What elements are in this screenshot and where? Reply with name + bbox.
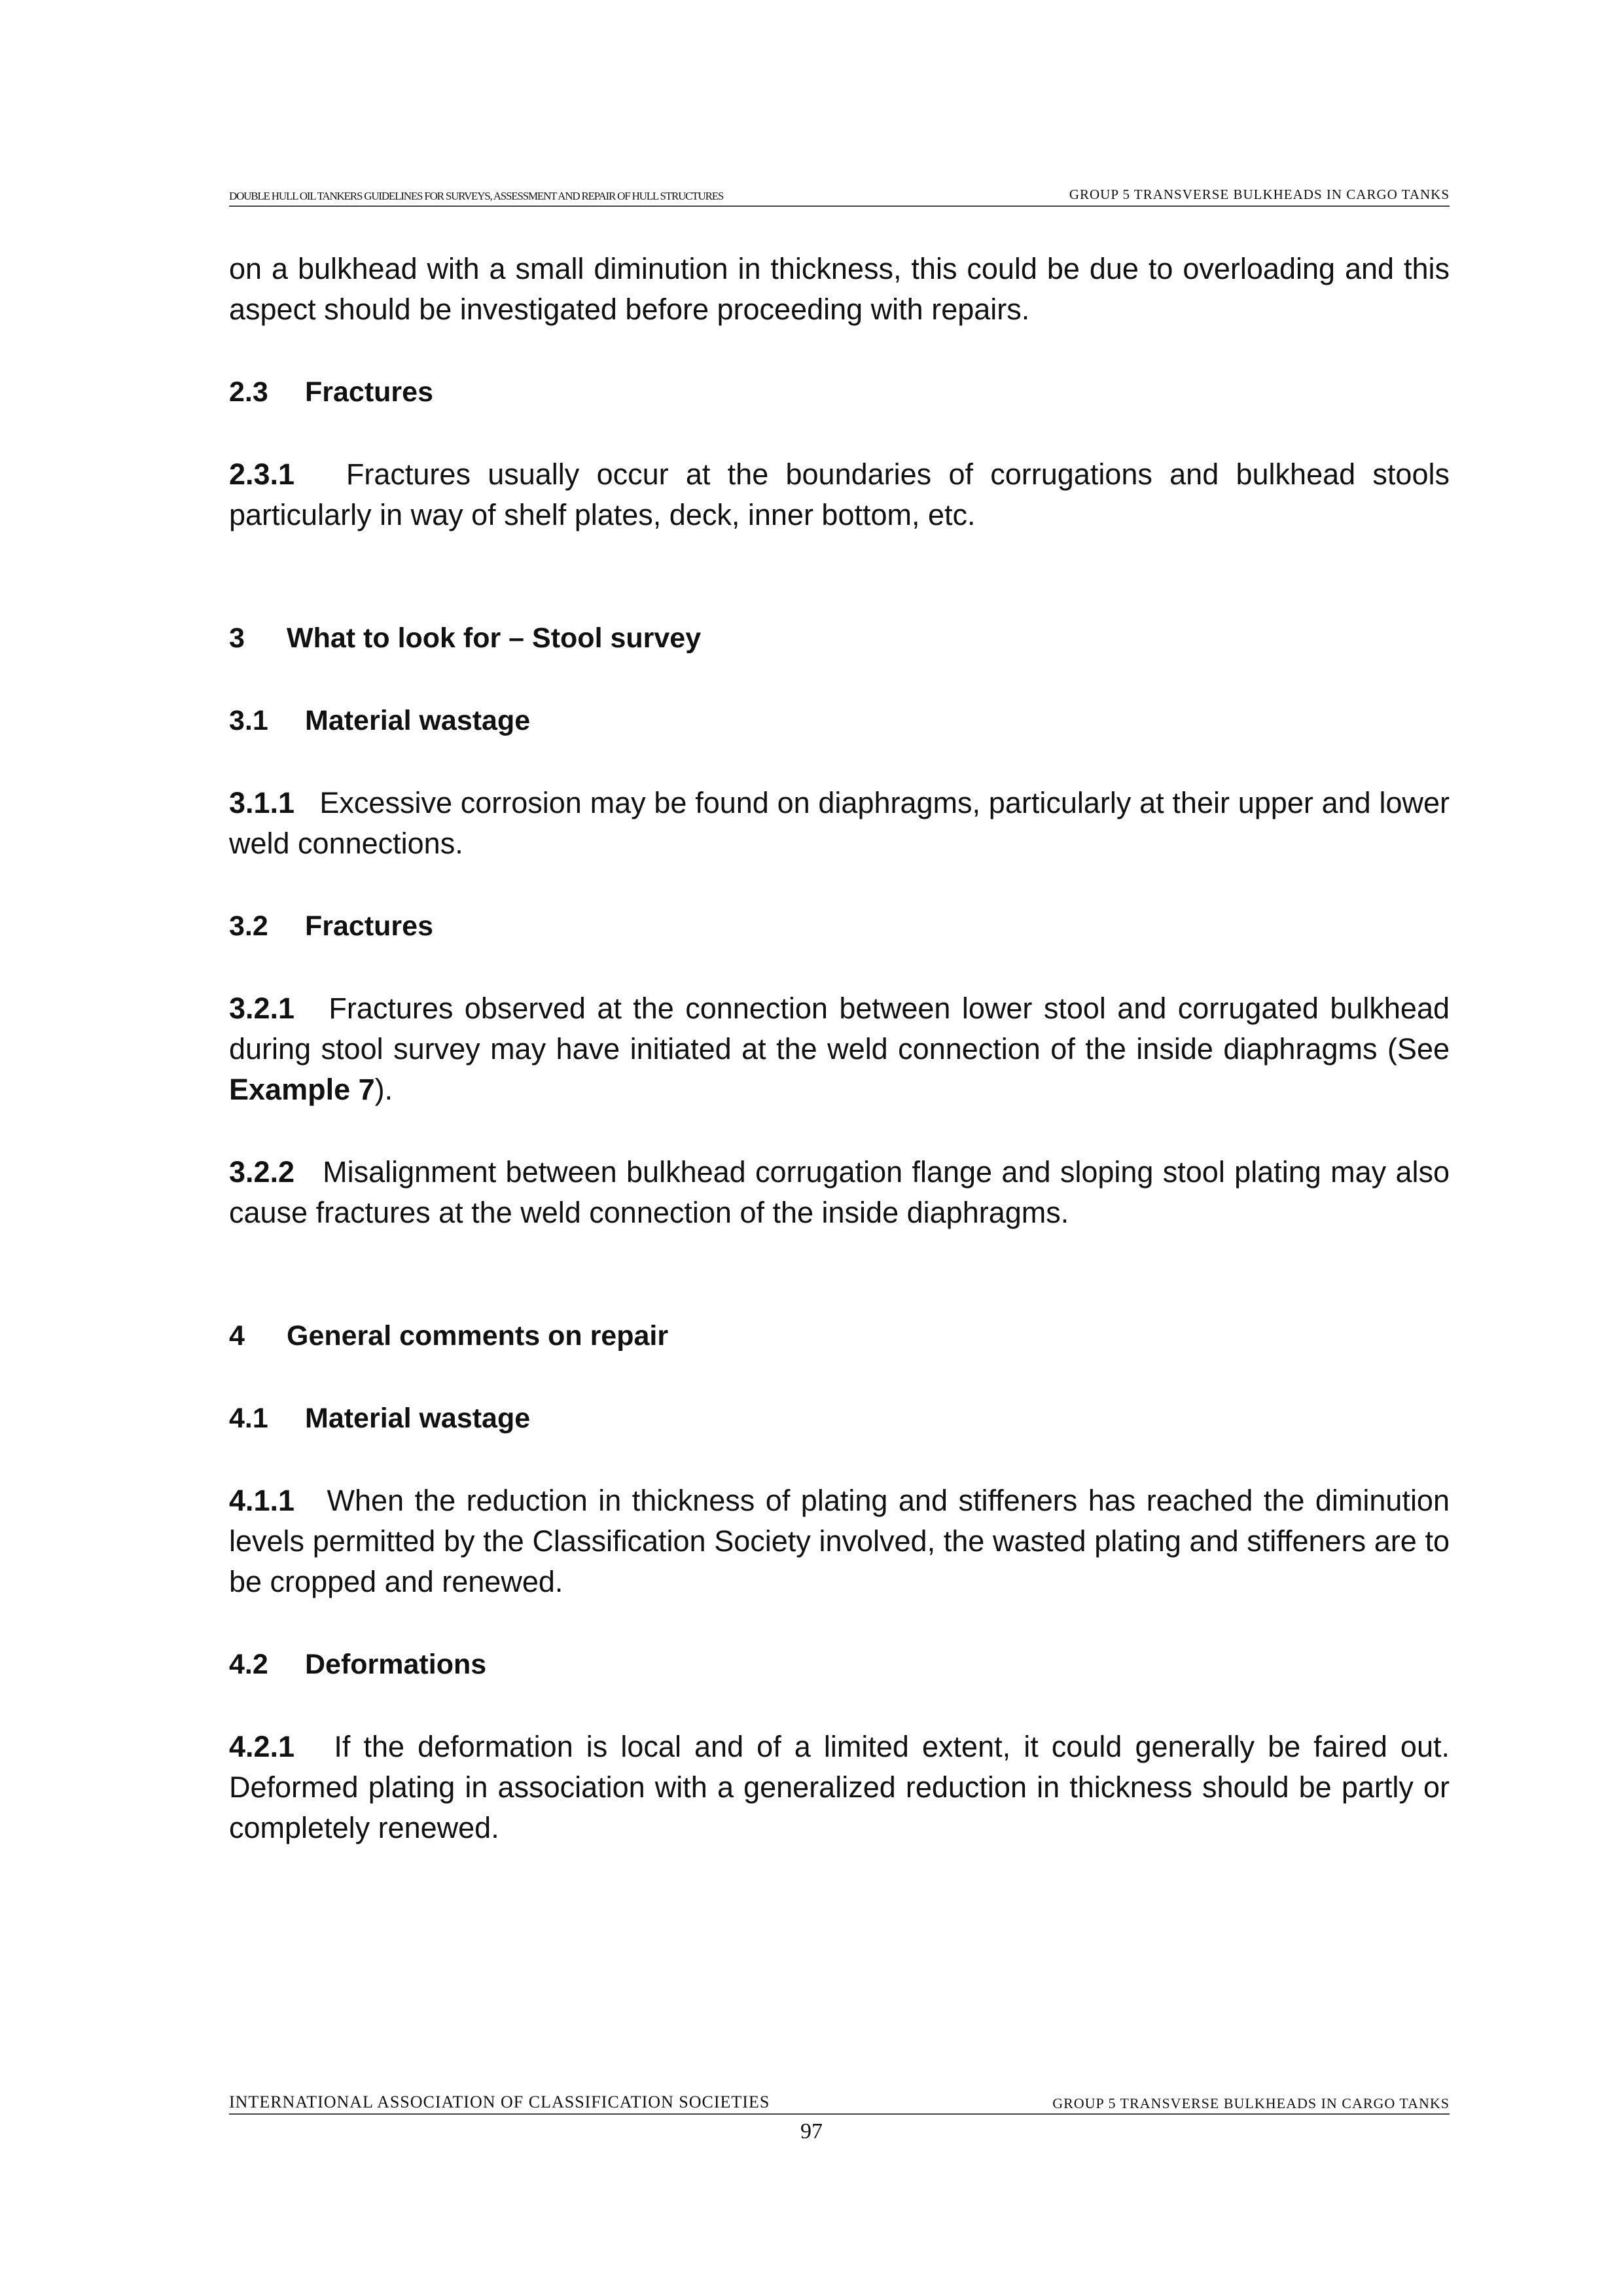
page-header — [229, 186, 1450, 207]
paragraph-number: 3.2.2 — [229, 1155, 295, 1189]
example-reference: Example 7 — [229, 1073, 375, 1106]
heading-number: 3.2 — [229, 910, 268, 942]
paragraph-number: 3.1.1 — [229, 786, 295, 819]
heading-3-2 — [229, 906, 1450, 946]
paragraph-number: 2.3.1 — [229, 457, 295, 491]
paragraph-3-2-1 — [229, 988, 1450, 1110]
paragraph-text: If the deformation is local and of a limited extent, it could generally be faired out. Deformed plating in association with a generalized reduction in thickness should be partly or completely renewed. — [229, 1730, 1450, 1844]
heading-number: 2.3 — [229, 376, 268, 408]
heading-title: What to look for – Stool survey — [287, 622, 702, 654]
heading-4-1 — [229, 1398, 1450, 1439]
footer-organization: INTERNATIONAL ASSOCIATION OF CLASSIFICATION SOCIETIES — [229, 2092, 770, 2111]
heading-title: Fractures — [305, 910, 433, 942]
header-chapter-title: GROUP 5 TRANSVERSE BULKHEADS IN CARGO TANKS — [1069, 187, 1450, 202]
heading-title: Deformations — [305, 1649, 487, 1680]
paragraph-4-1-1 — [229, 1480, 1450, 1602]
header-document-title: DOUBLE HULL OIL TANKERS GUIDELINES FOR SURVEYS, ASSESSMENT AND REPAIR OF HULL STRUCTURES — [229, 190, 724, 202]
paragraph-text: When the reduction in thickness of plating and stiffeners has reached the diminution levels permitted by the Classification Society involved, the wasted plating and stiffeners are to be cropped and renewed. — [229, 1484, 1450, 1598]
heading-title: General comments on repair — [287, 1320, 669, 1352]
paragraph-3-2-2 — [229, 1152, 1450, 1233]
paragraph-number: 4.2.1 — [229, 1730, 295, 1763]
paragraph-text: Fractures usually occur at the boundaries of corrugations and bulkhead stools particularly in way of shelf plates, deck, inner bottom, etc. — [229, 457, 1450, 531]
paragraph-text-end: ). — [374, 1073, 393, 1106]
heading-number: 3 — [229, 622, 245, 654]
heading-2-3 — [229, 372, 1450, 412]
paragraph-4-2-1 — [229, 1727, 1450, 1848]
heading-number: 4.1 — [229, 1403, 268, 1434]
intro-paragraph: on a bulkhead with a small diminution in thickness, this could be due to overloading and this aspect should be investigated before proceeding with repairs. — [229, 252, 1450, 326]
footer-chapter-title: GROUP 5 TRANSVERSE BULKHEADS IN CARGO TANKS — [1052, 2095, 1450, 2111]
heading-4 — [229, 1316, 1450, 1356]
heading-title: Material wastage — [305, 1403, 531, 1434]
heading-3 — [229, 618, 1450, 658]
heading-number: 4 — [229, 1320, 245, 1352]
heading-title: Material wastage — [305, 705, 531, 736]
page-footer — [229, 2091, 1450, 2115]
page-number: 97 — [800, 2119, 823, 2144]
heading-4-2 — [229, 1644, 1450, 1685]
paragraph-number: 4.1.1 — [229, 1484, 295, 1517]
paragraph-text: Excessive corrosion may be found on diaphragms, particularly at their upper and lower weld connections. — [229, 786, 1450, 860]
page-body — [229, 249, 1450, 1848]
heading-number: 4.2 — [229, 1649, 268, 1680]
paragraph-text: Misalignment between bulkhead corrugation flange and sloping stool plating may also cause fractures at the weld connection of the inside diaphragms. — [229, 1155, 1450, 1229]
paragraph-2-3-1 — [229, 454, 1450, 535]
paragraph-text: Fractures observed at the connection between lower stool and corrugated bulkhead during stool survey may have initiated at the weld connection of the inside diaphragms (See — [229, 992, 1450, 1066]
heading-number: 3.1 — [229, 705, 268, 736]
heading-title: Fractures — [305, 376, 433, 408]
paragraph-3-1-1 — [229, 783, 1450, 864]
heading-3-1 — [229, 700, 1450, 741]
paragraph-number: 3.2.1 — [229, 992, 295, 1025]
